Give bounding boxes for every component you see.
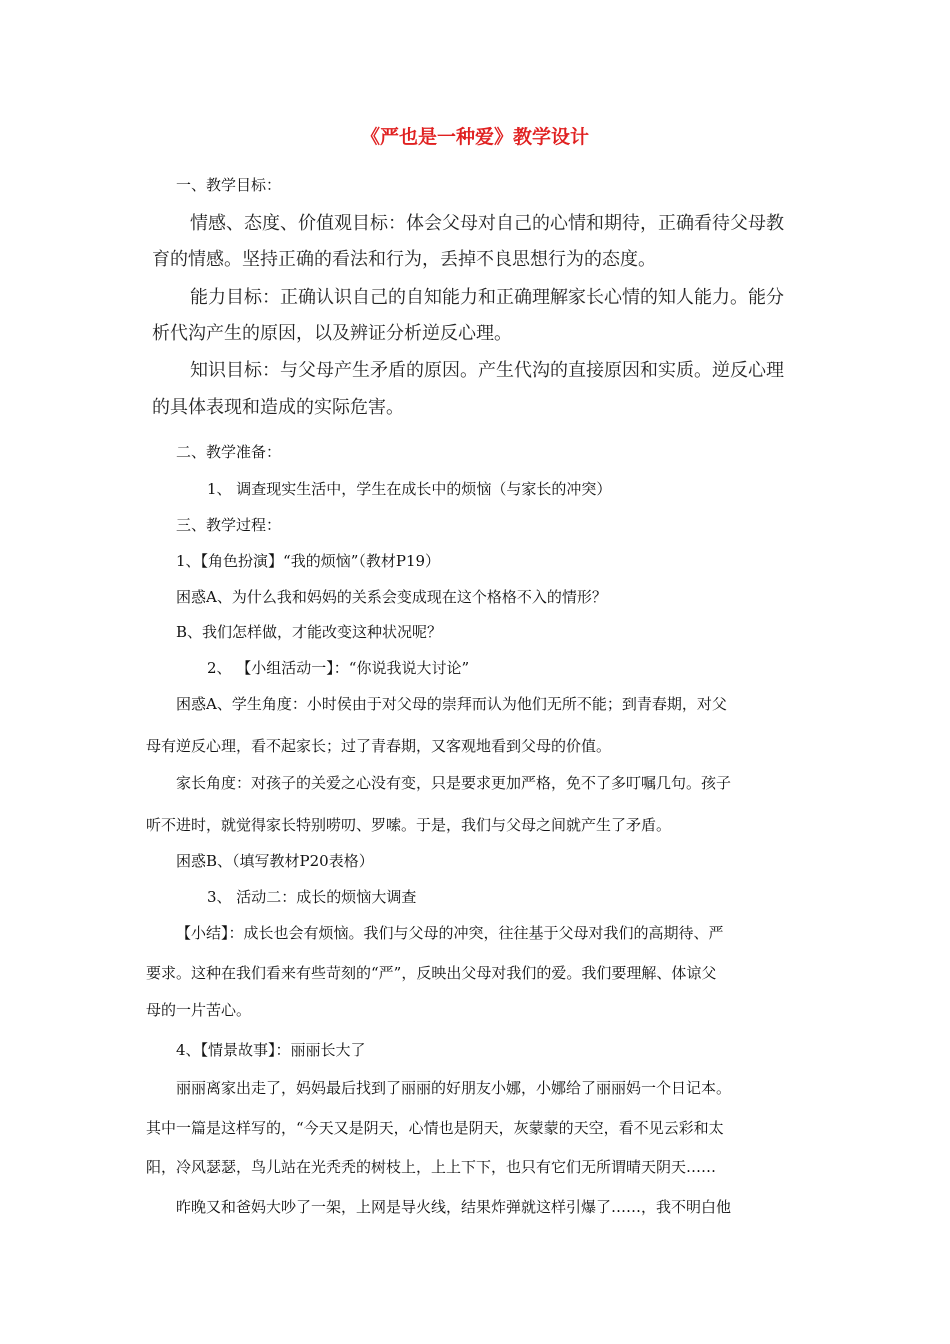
section-heading-goals: 一、教学目标： [176,176,282,194]
paragraph-line: 【小结】：成长也会有烦恼。我们与父母的冲突，往往基于父母对我们的高期待、严 [176,924,724,942]
paragraph-line: 1、 调查现实生活中，学生在成长中的烦恼（与家长的冲突） [207,480,612,498]
section-heading-preparation: 二、教学准备： [176,443,282,461]
paragraph-line: 阳，冷风瑟瑟，鸟儿站在光秃秃的树枝上，上上下下，也只有它们无所谓晴天阴天…… [146,1158,717,1176]
paragraph-line: 昨晚又和爸妈大吵了一架，上网是导火线，结果炸弹就这样引爆了……，我不明白他 [176,1198,732,1216]
paragraph-line: 困惑B、（填写教材P20表格） [176,852,374,870]
paragraph-line: B、我们怎样做，才能改变这种状况呢？ [176,623,443,641]
paragraph-line: 其中一篇是这样写的，“今天又是阴天，心情也是阴天，灰蒙蒙的天空，看不见云彩和太 [146,1119,724,1137]
paragraph-line: 析代沟产生的原因，以及辨证分析逆反心理。 [152,323,512,344]
paragraph-line: 困惑A、学生角度：小时侯由于对父母的崇拜而认为他们无所不能；到青春期，对父 [176,695,727,713]
paragraph-line: 4、【情景故事】：丽丽长大了 [176,1041,366,1059]
document-title: 《严也是一种爱》教学设计 [360,126,589,148]
paragraph-line: 3、 活动二：成长的烦恼大调查 [207,888,417,906]
paragraph-line: 听不进时，就觉得家长特别唠叨、罗嗦。于是，我们与父母之间就产生了矛盾。 [146,816,672,834]
paragraph-line: 育的情感。坚持正确的看法和行为，丢掉不良思想行为的态度。 [152,249,656,270]
paragraph-line: 母的一片苦心。 [146,1001,252,1019]
paragraph-line: 要求。这种在我们看来有些苛刻的“严”，反映出父母对我们的爱。我们要理解、体谅父 [146,964,717,982]
paragraph-line: 1、【角色扮演】“我的烦恼”（教材P19） [176,552,441,570]
paragraph-line: 能力目标：正确认识自己的自知能力和正确理解家长心情的知人能力。能分 [190,287,784,308]
section-heading-process: 三、教学过程： [176,516,282,534]
paragraph-line: 知识目标：与父母产生矛盾的原因。产生代沟的直接原因和实质。逆反心理 [190,360,784,381]
paragraph-line: 的具体表现和造成的实际危害。 [152,397,404,418]
paragraph-line: 情感、态度、价值观目标：体会父母对自己的心情和期待，正确看待父母教 [190,213,784,234]
paragraph-line: 困惑A、为什么我和妈妈的关系会变成现在这个格格不入的情形？ [176,588,607,606]
paragraph-line: 母有逆反心理，看不起家长；过了青春期，又客观地看到父母的价值。 [146,737,612,755]
paragraph-line: 丽丽离家出走了，妈妈最后找到了丽丽的好朋友小娜，小娜给了丽丽妈一个日记本。 [176,1079,732,1097]
paragraph-line: 2、 【小组活动一】：“你说我说大讨论” [207,659,470,677]
paragraph-line: 家长角度：对孩子的关爱之心没有变，只是要求更加严格，免不了多叮嘱几句。孩子 [176,774,732,792]
